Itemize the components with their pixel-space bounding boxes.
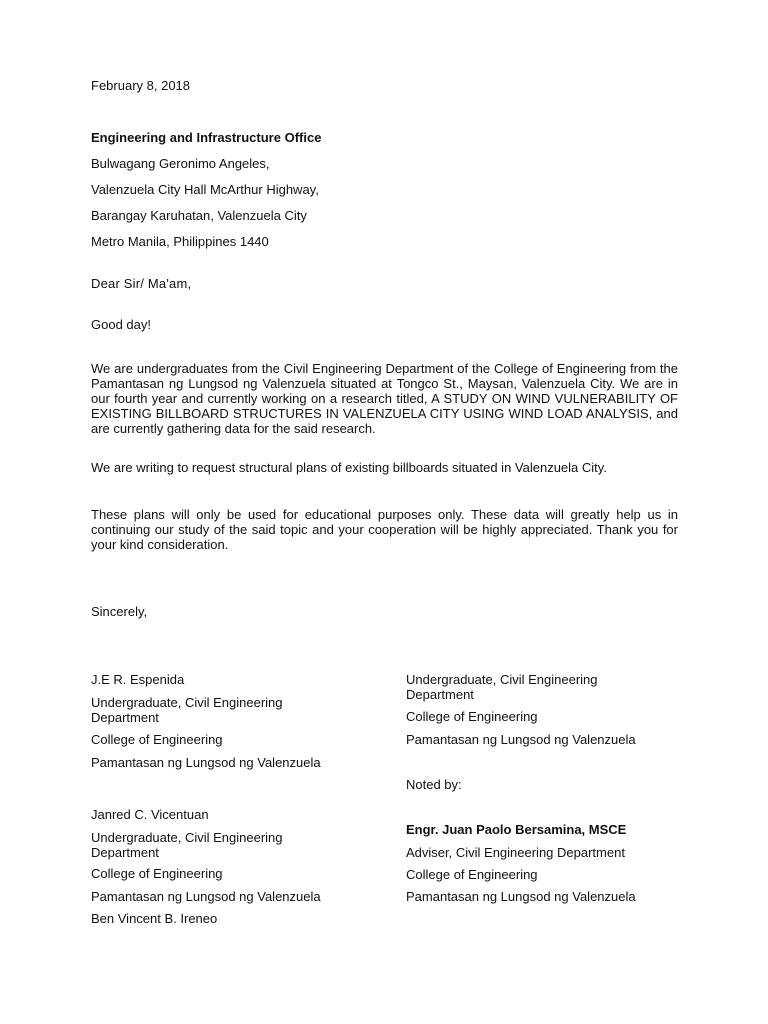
signatory-title: Undergraduate, Civil Engineering Department <box>406 672 598 702</box>
body-paragraph: We are writing to request structural plans of existing billboards situated in Valenzuela City. <box>91 460 607 475</box>
signatory-college: College of Engineering <box>91 866 223 881</box>
noted-by-label: Noted by: <box>406 777 462 792</box>
signatory-name: Ben Vincent B. Ireneo <box>91 911 218 926</box>
body-paragraph: We are undergraduates from the Civil Engineering Department of the College of Engineering from the Pamantasan ng Lungsod ng Valenzuela situated at Tongco St., Maysan, Valenzuela City. We are in our fourth year and currently working on a research titled, A STUDY ON WIND VULNERABILITY OF EXISTING BILLBOARD STRUCTURES IN VALENZUELA CITY USING WIND LOAD ANALYSIS, and are currently gathering data for the said research. <box>91 361 678 436</box>
signatory-college: College of Engineering <box>91 732 223 747</box>
signatory-title: Undergraduate, Civil Engineering Department <box>91 695 283 725</box>
adviser-title: Adviser, Civil Engineering Department <box>406 845 625 860</box>
greeting: Good day! <box>91 317 151 332</box>
recipient-address-line: Barangay Karuhatan, Valenzuela City <box>91 208 307 223</box>
signatory-university: Pamantasan ng Lungsod ng Valenzuela <box>91 889 321 904</box>
recipient-address-line: Valenzuela City Hall McArthur Highway, <box>91 182 319 197</box>
signatory-college: College of Engineering <box>406 709 538 724</box>
letter-date: February 8, 2018 <box>91 78 191 93</box>
signatory-university: Pamantasan ng Lungsod ng Valenzuela <box>91 755 321 770</box>
signatory-university: Pamantasan ng Lungsod ng Valenzuela <box>406 732 636 747</box>
recipient-address-line: Metro Manila, Philippines 1440 <box>91 234 269 249</box>
signatory-name: J.E R. Espenida <box>91 672 185 687</box>
signatory-name: Janred C. Vicentuan <box>91 807 209 822</box>
adviser-university: Pamantasan ng Lungsod ng Valenzuela <box>406 889 636 904</box>
adviser-name: Engr. Juan Paolo Bersamina, MSCE <box>406 822 627 837</box>
recipient-office: Engineering and Infrastructure Office <box>91 130 322 145</box>
adviser-college: College of Engineering <box>406 867 538 882</box>
salutation: Dear Sir/ Ma'am, <box>91 276 192 291</box>
closing: Sincerely, <box>91 604 148 619</box>
recipient-address-line: Bulwagang Geronimo Angeles, <box>91 156 270 171</box>
body-paragraph: These plans will only be used for educational purposes only. These data will greatly help us in continuing our study of the said topic and your cooperation will be highly appreciated. Thank you for your kind consideration. <box>91 507 678 552</box>
signatory-title: Undergraduate, Civil Engineering Department <box>91 830 283 860</box>
